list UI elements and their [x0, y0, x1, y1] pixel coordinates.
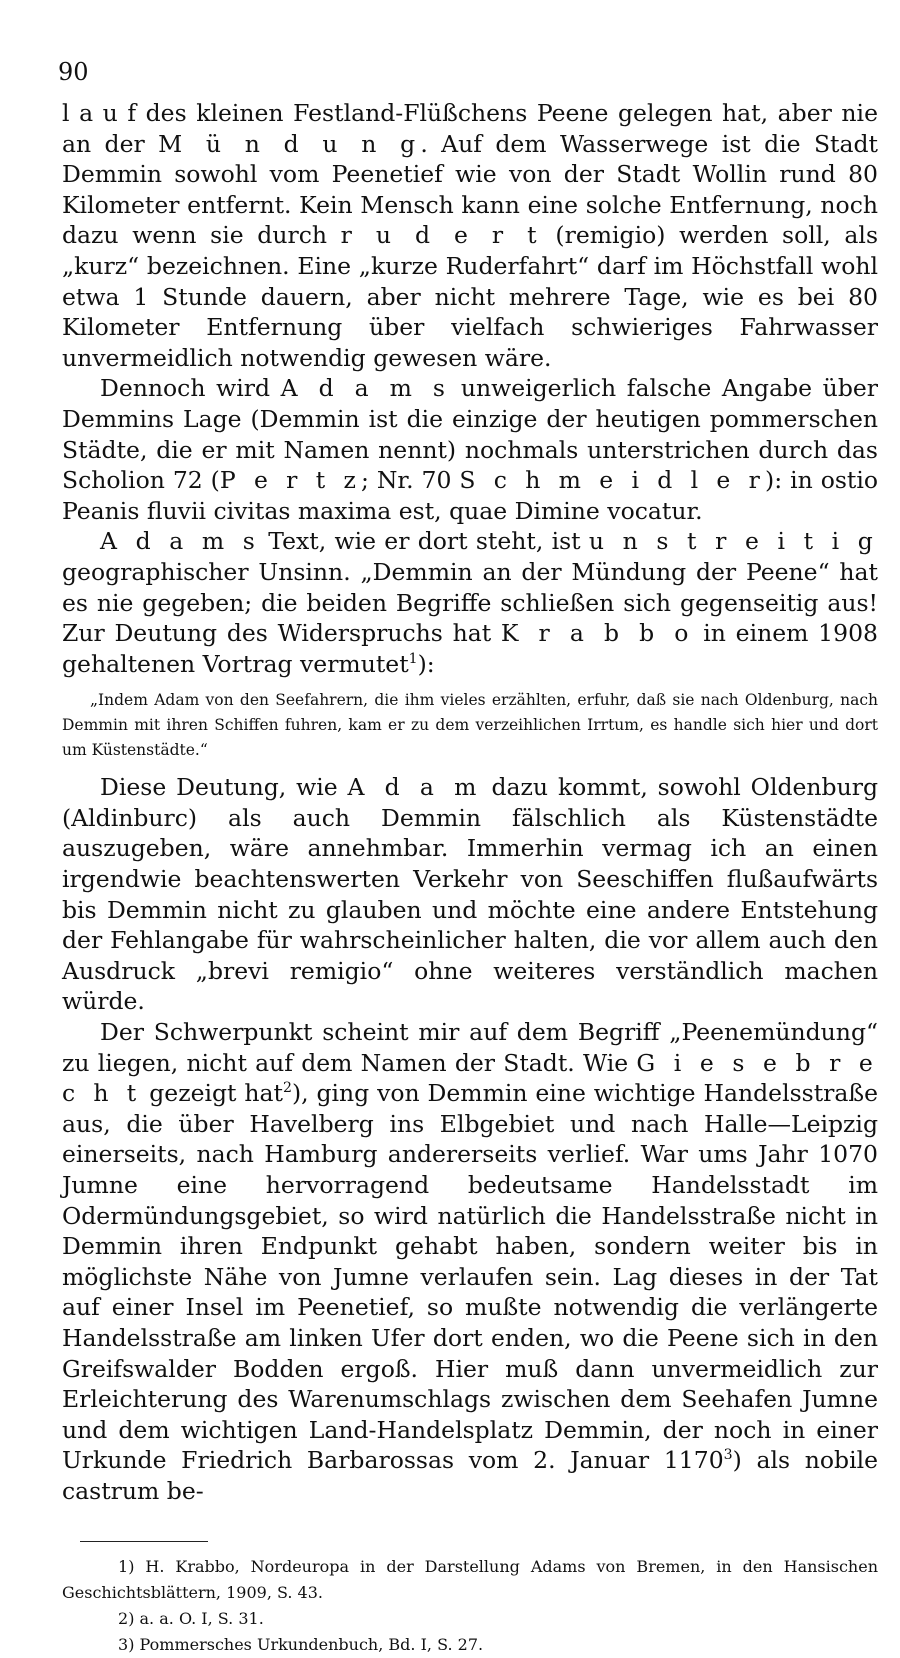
text-run: unweigerlich falsche Angabe über Demmins Lage (Demmin ist die einzige der heutigen pommerschen Städte, die er mit Namen nennt) nochmals unterstrichen durch das Scholion 72 (	[62, 374, 879, 495]
spaced-text: G i e s e b r e c h t	[62, 1048, 879, 1108]
paragraph	[62, 1017, 878, 1507]
text-run: dazu kommt, sowohl Oldenburg (Aldinburc) als auch Demmin fälschlich als Küstenstädte auszugeben, wäre annehmbar. Immerhin vermag ich an einen irgendwie beachtenswerten Verkehr von Seeschiffen flußaufwärts bis Demmin nicht zu glauben und möchte eine andere Entstehung der Fehlangabe für wahrscheinlicher halten, die vor allem auch den Ausdruck „brevi remigio“ ohne weiteres verständlich machen würde.	[62, 773, 878, 1016]
text-run: Dennoch wird	[100, 374, 281, 403]
spaced-text: u n s t r e i t i g	[588, 527, 878, 556]
text-run: Diese Deutung, wie	[100, 773, 348, 802]
footnote-text: Pommersches Urkundenbuch, Bd. I, S. 27.	[139, 1634, 484, 1654]
text-run: ):	[417, 649, 435, 678]
spaced-text: K r a b b o	[500, 619, 694, 648]
footnote-text: H. Krabbo, Nordeuropa in der Darstellung Adams von Bremen, in den Hansischen Geschichtsblättern, 1909, S. 43.	[62, 1556, 879, 1602]
text-run: Text, wie er dort steht, ist	[260, 527, 589, 556]
spaced-text: A d a m s	[280, 374, 451, 403]
text-run: (remigio) werden soll, als „kurz“ bezeichnen. Eine „kurze Ruderfahrt“ darf im Höchstfall wohl etwa 1 Stunde dauern, aber nicht mehrere Tage, wie es bei 80 Kilometer Entfernung über vielfach schwieriges Fahrwasser unvermeidlich notwendig gewesen wäre.	[62, 221, 878, 372]
spaced-text: A d a m	[347, 773, 482, 802]
footnotes	[62, 1554, 878, 1658]
footnote: 2) a. a. O. I, S. 31.	[62, 1606, 878, 1632]
book-page	[58, 58, 879, 1658]
paragraph	[62, 526, 878, 679]
text-run: ) als nobile castrum be-	[62, 1446, 879, 1505]
text-run: ; Nr. 70	[361, 466, 460, 495]
text-run: . Auf dem Wasserwege ist die Stadt Demmin sowohl vom Peenetief wie von der Stadt Wollin rund 80 Kilometer entfernt. Kein Mensch kann eine solche Entfernung, noch dazu wenn sie durch	[62, 129, 878, 250]
spaced-text: M ü n d u n g	[158, 129, 421, 158]
footnote-number: 3	[118, 1634, 129, 1654]
page-number: 90	[58, 58, 89, 86]
text-run: geographischer Unsinn. „Demmin an der Mündung der Peene“ hat es nie gegeben; die beiden Begriffe schließen sich gegenseitig aus! Zur Deutung des Widerspruchs hat	[62, 557, 878, 648]
footnote: 1) H. Krabbo, Nordeuropa in der Darstellung Adams von Bremen, in den Hansischen Geschichtsblättern, 1909, S. 43.	[62, 1554, 878, 1606]
paragraph	[62, 772, 878, 1017]
quote-text: „Indem Adam von den Seefahrern, die ihm vieles erzählten, erfuhr, daß sie nach Oldenburg, nach Demmin mit ihren Schiffen fuhren, kam er zu dem verzeihlichen Irrtum, es handle sich hier und dort um Küstenstädte.“	[62, 691, 878, 760]
spaced-text: r u d e r t	[340, 221, 542, 250]
text-run: l a u f des kleinen Festland-Flüßchens Peene gelegen hat, aber nie an der	[62, 99, 878, 158]
text-run: Der Schwerpunkt scheint mir auf dem Begriff „Peenemündung“ zu liegen, nicht auf dem Namen der Stadt. Wie	[62, 1018, 878, 1077]
text-run: ), ging von Demmin eine wichtige Handelsstraße aus, die über Havelberg ins Elbgebiet und nach Halle—Leipzig einerseits, nach Hamburg andererseits verlief. War ums Jahr 1070 Jumne eine hervorragend bedeutsame Handelsstadt im Odermündungsgebiet, so wird natürlich die Handelsstraße nicht in Demmin ihren Endpunkt gehabt haben, sondern weiter bis in möglichste Nähe von Jumne verlaufen sein. Lag dieses in der Tat auf einer Insel im Peenetief, so mußte notwendig die verlängerte Handelsstraße am linken Ufer dort enden, wo die Peene sich in den Greifswalder Bodden ergoß. Hier muß dann unvermeidlich zur Erleichterung des Warenumschlags zwischen dem Seehafen Jumne und dem wichtigen Land-Handelsplatz Demmin, der noch in einer Urkunde Friedrich Barbarossas vom 2. Januar 1170	[62, 1079, 878, 1475]
footnote-ref: 1	[408, 650, 418, 667]
paragraph	[62, 98, 878, 373]
footnote-number: 1	[118, 1556, 129, 1576]
spaced-text: S c h m e i d l e r	[459, 466, 766, 495]
spaced-text: P e r t z	[219, 466, 361, 495]
text-run: ): in ostio Peanis fluvii civitas maxima est, quae Dimine vocatur.	[62, 466, 879, 525]
spaced-text: A d a m s	[100, 527, 260, 556]
footnote-number: 2	[118, 1608, 129, 1628]
footnote-text: a. a. O. I, S. 31.	[139, 1608, 264, 1628]
footnote-divider	[80, 1541, 208, 1542]
text-run: in einem 1908 gehaltenen Vortrag vermutet	[62, 619, 878, 678]
block-quote	[62, 688, 878, 763]
footnote-ref: 2	[282, 1080, 292, 1097]
footnote-ref: 3	[723, 1447, 733, 1464]
main-text	[62, 98, 878, 1507]
text-run: gezeigt hat	[141, 1079, 283, 1108]
footnote: 3) Pommersches Urkundenbuch, Bd. I, S. 27.	[62, 1632, 878, 1658]
paragraph	[62, 373, 878, 526]
